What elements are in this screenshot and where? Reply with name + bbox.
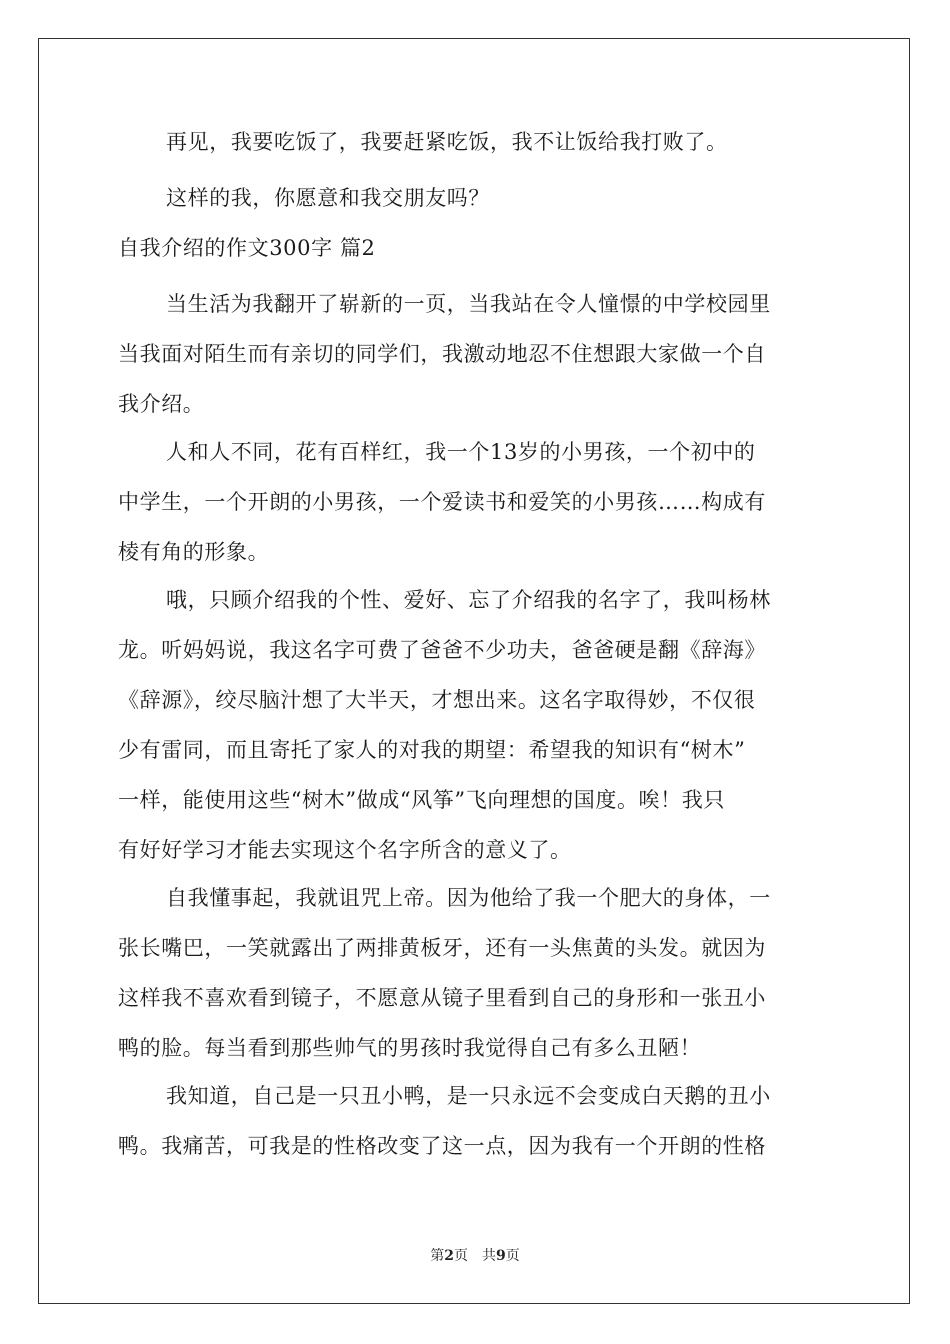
page-prefix: 第 <box>430 1248 445 1264</box>
paragraph-line: 当生活为我翻开了崭新的一页，当我站在令人憧憬的中学校园里 <box>166 292 771 316</box>
paragraph-line: 《辞源》，绞尽脑汁想了大半天，才想出来。这名字取得妙，不仅很 <box>118 688 756 712</box>
paragraph-line: 我知道，自己是一只丑小鸭，是一只永远不会变成白天鹅的丑小 <box>166 1084 771 1108</box>
page-suffix: 页 <box>454 1248 468 1264</box>
paragraph-line: 鸭的脸。每当看到那些帅气的男孩时我觉得自己有多么丑陋！ <box>118 1036 702 1060</box>
paragraph-line: 再见，我要吃饭了，我要赶紧吃饭，我不让饭给我打败了。 <box>166 130 728 154</box>
page-number: 2 <box>444 1248 454 1264</box>
paragraph-line: 这样我不喜欢看到镜子，不愿意从镜子里看到自己的身形和一张丑小 <box>118 986 766 1010</box>
total-suffix: 页 <box>505 1248 520 1264</box>
paragraph-line: 一样，能使用这些“树木”做成“风筝”飞向理想的国度。唉！我只 <box>118 788 725 812</box>
paragraph-line: 人和人不同，花有百样红，我一个13岁的小男孩，一个初中的 <box>166 440 756 464</box>
section-heading: 自我介绍的作文300字 篇2 <box>118 236 376 260</box>
total-pages: 9 <box>496 1248 506 1264</box>
paragraph-line: 张长嘴巴，一笑就露出了两排黄板牙，还有一头焦黄的头发。就因为 <box>118 936 766 960</box>
paragraph-line: 这样的我，你愿意和我交朋友吗？ <box>166 186 490 210</box>
paragraph-line: 有好好学习才能去实现这个名字所含的意义了。 <box>118 838 572 862</box>
paragraph-line: 棱有角的形象。 <box>118 540 270 564</box>
page-border <box>38 38 910 1304</box>
paragraph-line: 我介绍。 <box>118 392 205 416</box>
paragraph-line: 中学生，一个开朗的小男孩，一个爱读书和爱笑的小男孩……构成有 <box>118 490 766 514</box>
paragraph-line: 少有雷同，而且寄托了家人的对我的期望：希望我的知识有“树木” <box>118 738 746 762</box>
total-prefix: 共 <box>482 1248 496 1264</box>
paragraph-line: 龙。听妈妈说，我这名字可费了爸爸不少功夫，爸爸硬是翻《辞海》 <box>118 638 766 662</box>
page-footer <box>0 1247 950 1265</box>
paragraph-line: 当我面对陌生而有亲切的同学们，我激动地忍不住想跟大家做一个自 <box>118 342 766 366</box>
paragraph-line: 自我懂事起，我就诅咒上帝。因为他给了我一个肥大的身体，一 <box>166 886 771 910</box>
paragraph-line: 哦，只顾介绍我的个性、爱好、忘了介绍我的名字了，我叫杨林 <box>166 588 771 612</box>
paragraph-line: 鸭。我痛苦，可我是的性格改变了这一点，因为我有一个开朗的性格 <box>118 1134 766 1158</box>
